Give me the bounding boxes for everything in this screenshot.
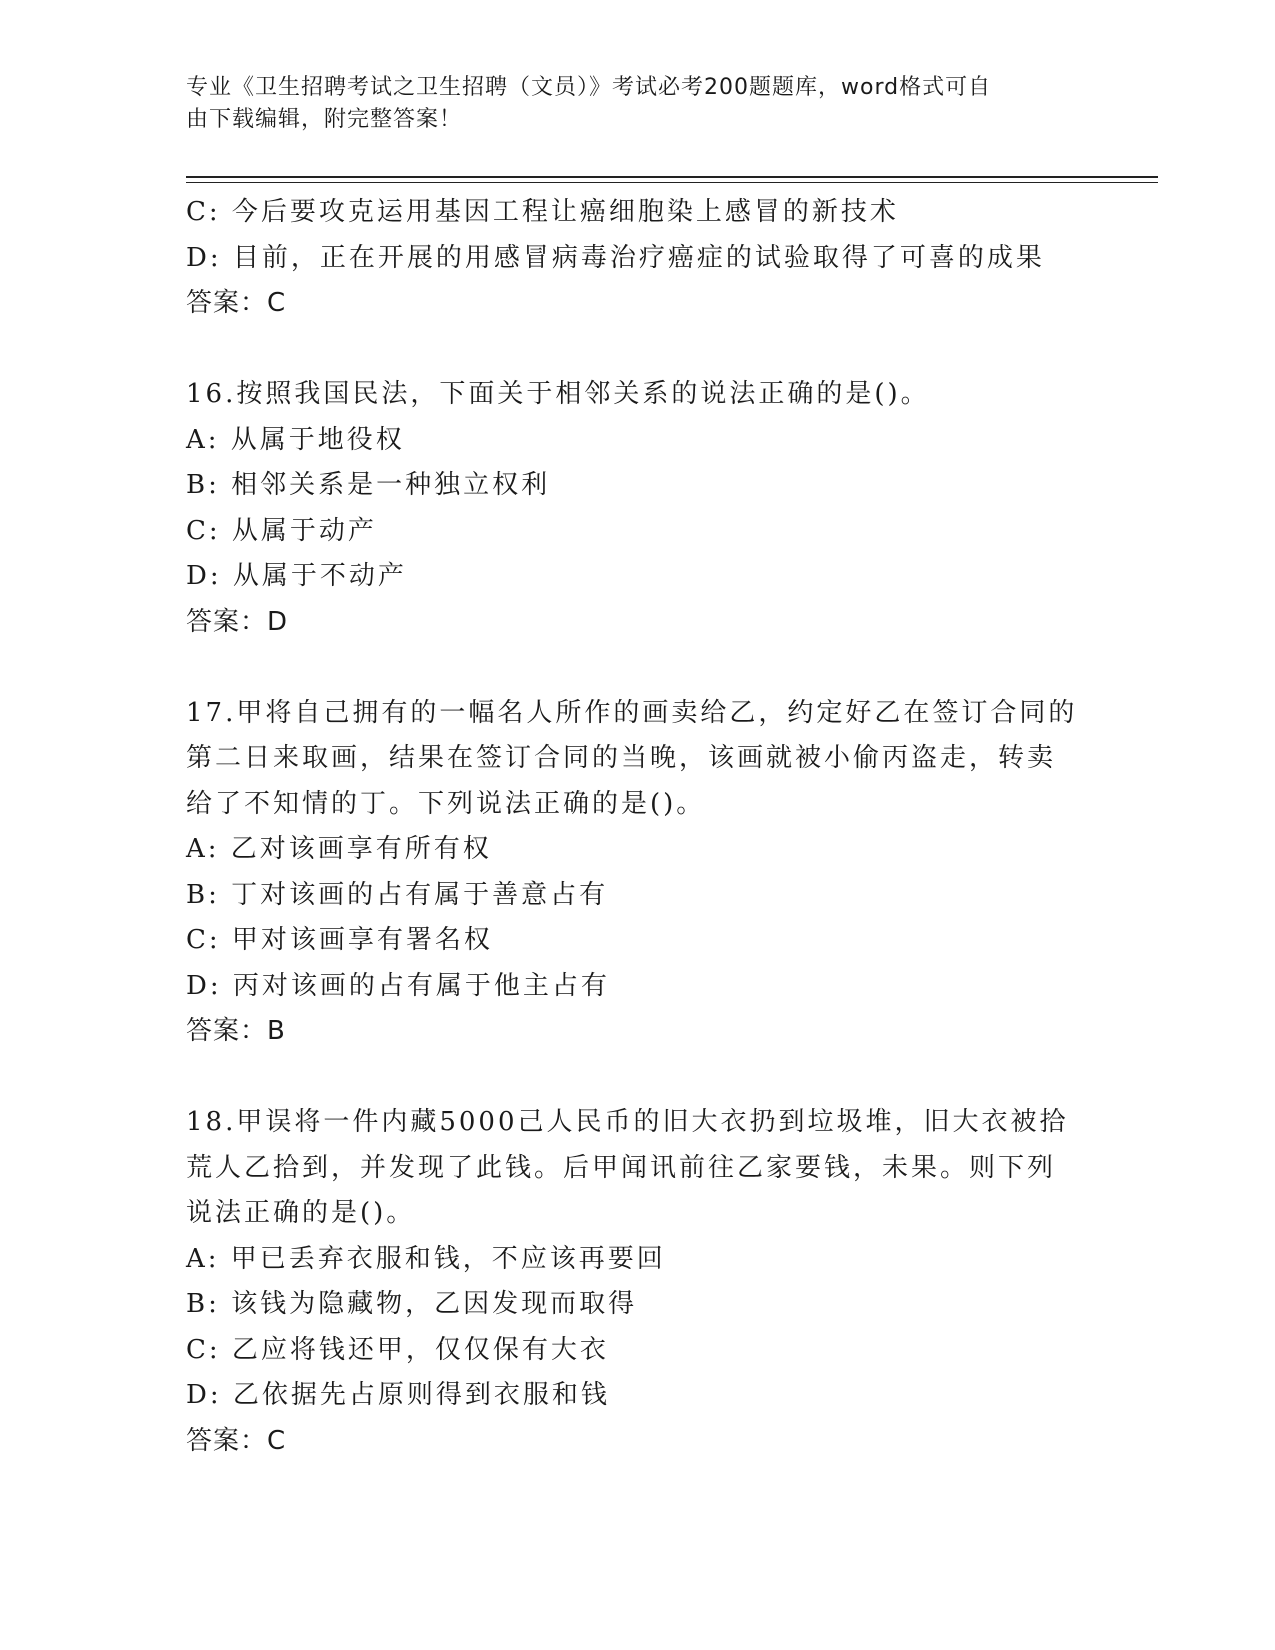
spacer <box>186 645 1086 691</box>
option-c: C: 今后要攻克运用基因工程让癌细胞染上感冒的新技术 <box>186 197 899 227</box>
option-c: C: 甲对该画享有署名权 <box>186 925 493 955</box>
option-a: A: 从属于地役权 <box>186 424 405 455</box>
header-divider-thick <box>186 176 1158 178</box>
question-15-tail <box>186 190 1086 327</box>
option-b: B: 相邻关系是一种独立权利 <box>186 470 551 500</box>
question-stem: 16.按照我国民法，下面关于相邻关系的说法正确的是()。 <box>186 379 930 409</box>
question-17 <box>186 691 1086 1055</box>
document-header <box>186 72 1066 136</box>
question-16 <box>186 372 1086 645</box>
question-stem-line-2: 第二日来取画，结果在签订合同的当晚，该画就被小偷丙盗走，转卖 <box>186 743 1057 773</box>
option-b: B: 丁对该画的占有属于善意占有 <box>186 879 609 910</box>
header-line-2: 由下载编辑，附完整答案！ <box>186 107 463 132</box>
spacer <box>186 327 1086 373</box>
question-stem-line-1: 18.甲误将一件内藏5000己人民币的旧大衣扔到垃圾堆，旧大衣被拾 <box>186 1107 1069 1137</box>
question-stem-line-3: 说法正确的是()。 <box>186 1198 416 1228</box>
option-c: C: 乙应将钱还甲，仅仅保有大衣 <box>186 1334 609 1365</box>
question-list <box>186 190 1086 1464</box>
answer: 答案：C <box>186 1425 287 1456</box>
question-stem-line-2: 荒人乙拾到，并发现了此钱。后甲闻讯前往乙家要钱，未果。则下列 <box>186 1152 1057 1183</box>
option-b: B: 该钱为隐藏物，乙因发现而取得 <box>186 1289 638 1319</box>
question-stem-line-3: 给了不知情的丁。下列说法正确的是()。 <box>186 788 706 819</box>
option-c: C: 从属于动产 <box>186 515 377 546</box>
header-line-1: 专业《卫生招聘考试之卫生招聘（文员）》考试必考200题题库，word格式可自 <box>186 75 992 100</box>
spacer <box>186 1055 1086 1101</box>
option-a: A: 甲已丢弃衣服和钱，不应该再要回 <box>186 1243 666 1274</box>
question-18 <box>186 1100 1086 1464</box>
option-d: D: 乙依据先占原则得到衣服和钱 <box>186 1380 610 1410</box>
answer: 答案：C <box>186 288 287 318</box>
option-d: D: 目前，正在开展的用感冒病毒治疗癌症的试验取得了可喜的成果 <box>186 242 1045 273</box>
option-d: D: 丙对该画的占有属于他主占有 <box>186 970 610 1001</box>
header-divider-thin <box>186 182 1158 183</box>
option-a: A: 乙对该画享有所有权 <box>186 834 492 864</box>
question-stem-line-1: 17.甲将自己拥有的一幅名人所作的画卖给乙，约定好乙在签订合同的 <box>186 697 1078 728</box>
answer: 答案：B <box>186 1016 286 1046</box>
option-d: D: 从属于不动产 <box>186 561 407 591</box>
answer: 答案：D <box>186 606 289 637</box>
